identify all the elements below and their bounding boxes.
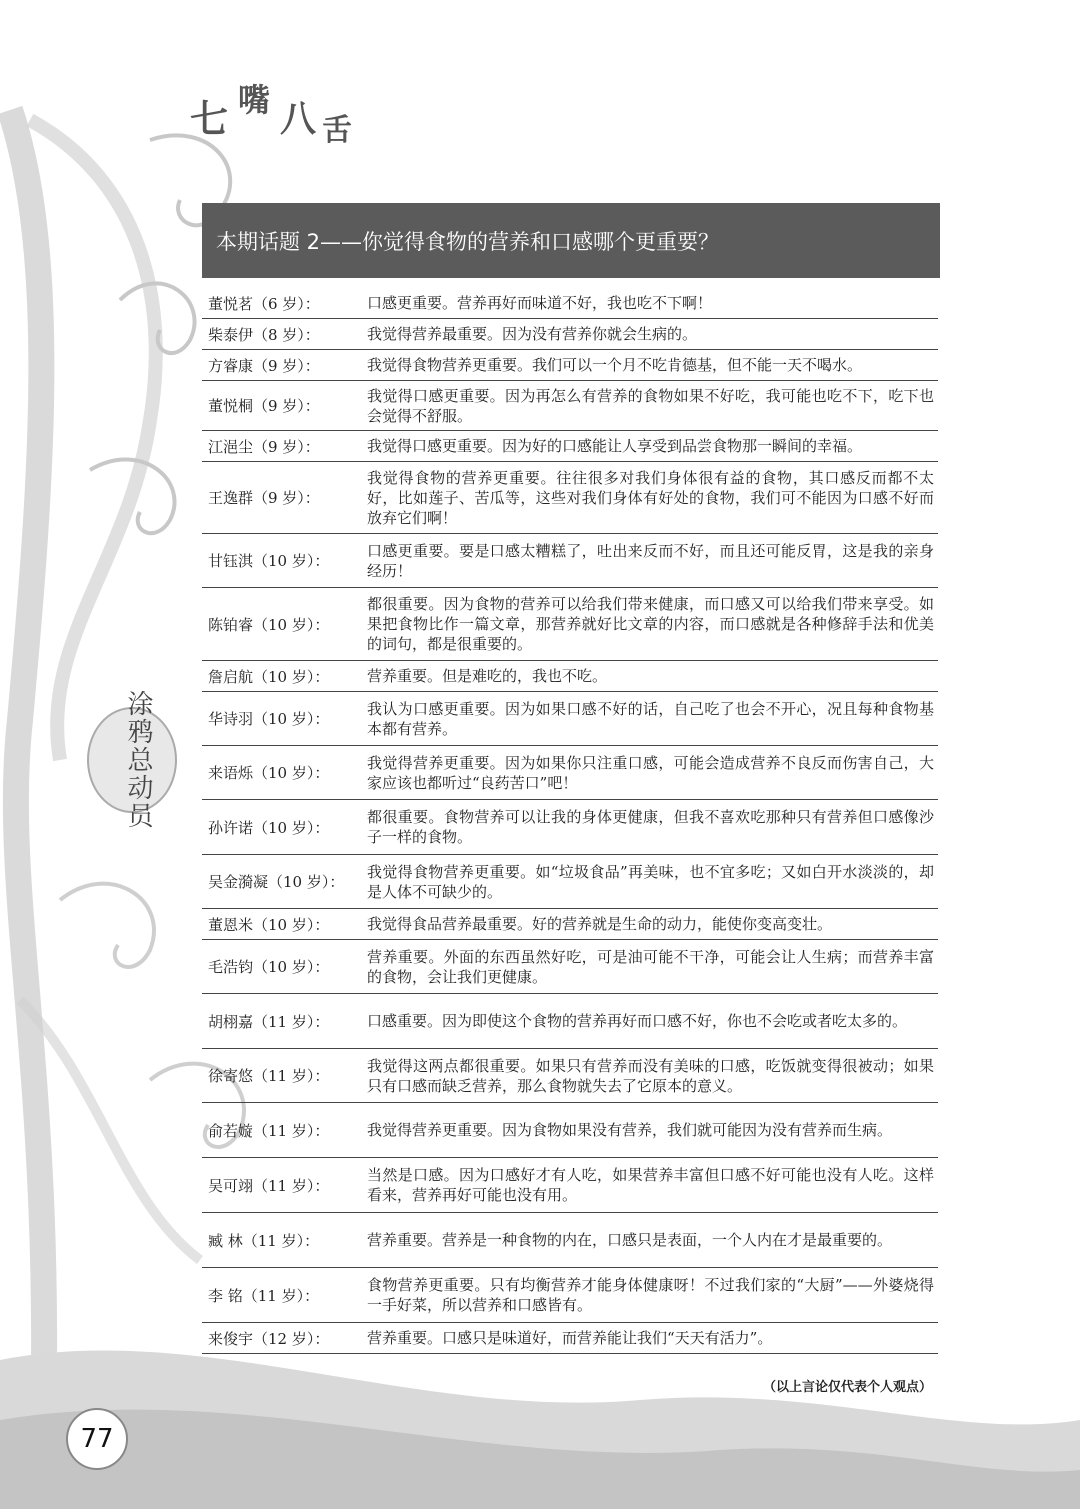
speaker-opinion: 口感重要。因为即使这个食物的营养再好而口感不好，你也不会吃或者吃太多的。	[367, 1012, 908, 1030]
speaker-name: 臧 林（11 岁）：	[208, 1231, 320, 1250]
speaker-name: 甘钰淇（10 岁）：	[208, 552, 330, 570]
table-row	[202, 1323, 938, 1354]
speaker-name: 詹启航（10 岁）：	[208, 667, 330, 686]
table-row	[202, 994, 938, 1049]
speaker-opinion: 我觉得这两点都很重要。如果只有营养而没有美味的口感，吃饭就变得很被动；如果只有口感而缺乏营养，那么食物就失去了它原本的意义。	[367, 1056, 934, 1095]
table-row	[202, 1049, 938, 1103]
speaker-name: 李 铭（11 岁）：	[208, 1286, 320, 1305]
table-row	[202, 534, 938, 588]
speaker-opinion: 我觉得营养更重要。因为食物如果没有营养，我们就可能因为没有营养而生病。	[367, 1121, 893, 1139]
speaker-opinion: 营养重要。外面的东西虽然好吃，可是油可能不干净，可能会让人生病；而营养丰富的食物，会让我们更健康。	[367, 947, 934, 986]
table-row	[202, 350, 938, 381]
speaker-opinion: 我觉得营养最重要。因为没有营养你就会生病的。	[367, 325, 698, 343]
page-number: 77	[66, 1408, 128, 1470]
speaker-opinion: 我认为口感更重要。因为如果口感不好的话，自己吃了也会不开心，况且每种食物基本都有营养。	[367, 699, 934, 738]
table-row	[202, 288, 938, 319]
topic-heading: 本期话题 2——你觉得食物的营养和口感哪个更重要？	[202, 203, 940, 278]
speaker-name: 华诗羽（10 岁）：	[208, 710, 330, 728]
table-row	[202, 1158, 938, 1213]
speaker-name: 俞若嫙（11 岁）：	[208, 1121, 330, 1140]
table-row	[202, 1213, 938, 1268]
speaker-name: 孙许诺（10 岁）：	[208, 818, 330, 837]
speaker-opinion: 我觉得食物营养更重要。如“垃圾食品”再美味，也不宜多吃；又如白开水淡淡的，却是人体不可缺少的。	[367, 862, 934, 901]
speaker-opinion: 我觉得口感更重要。因为再怎么有营养的食物如果不好吃，我可能也吃不下，吃下也会觉得不舒服。	[367, 386, 934, 425]
disclaimer-note: （以上言论仅代表个人观点）	[762, 1380, 932, 1395]
speaker-name: 江浥尘（9 岁）：	[208, 437, 320, 456]
speaker-name: 董悦茗（6 岁）：	[208, 294, 320, 313]
side-label: 涂鸦总动员	[123, 690, 153, 830]
section-title-char-2: 嘴	[238, 81, 271, 119]
section-title-char-3: 八	[280, 99, 317, 140]
speaker-name: 来语烁（10 岁）：	[208, 764, 330, 782]
speaker-name: 毛浩钧（10 岁）：	[208, 958, 330, 976]
speaker-name: 徐寄悠（11 岁）：	[208, 1067, 330, 1085]
speaker-opinion: 我觉得营养更重要。因为如果你只注重口感，可能会造成营养不良反而伤害自己，大家应该也都听过“良药苦口”吧！	[367, 753, 934, 792]
speaker-opinion: 食物营养更重要。只有均衡营养才能身体健康呀！不过我们家的“大厨”——外婆烧得一手好菜，所以营养和口感皆有。	[367, 1276, 934, 1314]
speaker-opinion: 我觉得食物营养更重要。我们可以一个月不吃肯德基，但不能一天不喝水。	[367, 356, 863, 374]
table-row	[202, 462, 938, 534]
speaker-opinion: 营养重要。但是难吃的，我也不吃。	[367, 667, 608, 685]
speaker-opinion: 营养重要。口感只是味道好，而营养能让我们“天天有活力”。	[367, 1329, 773, 1347]
table-row	[202, 800, 938, 855]
speaker-opinion: 我觉得口感更重要。因为好的口感能让人享受到品尝食物那一瞬间的幸福。	[367, 437, 863, 455]
opinion-table	[202, 288, 938, 1354]
table-row	[202, 692, 938, 746]
table-row	[202, 909, 938, 940]
table-row	[202, 588, 938, 661]
table-row	[202, 1268, 938, 1323]
table-row	[202, 319, 938, 350]
speaker-name: 胡栩嘉（11 岁）：	[208, 1012, 330, 1031]
speaker-name: 陈铂睿（10 岁）：	[208, 615, 330, 634]
table-row	[202, 661, 938, 692]
table-row	[202, 855, 938, 909]
speaker-opinion: 口感更重要。要是口感太糟糕了，吐出来反而不好，而且还可能反胃，这是我的亲身经历！	[367, 541, 934, 580]
speaker-name: 董恩米（10 岁）：	[208, 915, 330, 934]
table-row	[202, 381, 938, 431]
table-row	[202, 431, 938, 462]
speaker-name: 方睿康（9 岁）：	[208, 356, 320, 375]
section-title-char-4: 舌	[322, 113, 352, 148]
speaker-name: 柴泰伊（8 岁）：	[208, 325, 320, 344]
speaker-opinion: 营养重要。营养是一种食物的内在，口感只是表面，一个人内在才是最重要的。	[367, 1231, 893, 1249]
speaker-name: 来俊宇（12 岁）：	[208, 1329, 330, 1348]
speaker-opinion: 我觉得食品营养最重要。好的营养就是生命的动力，能使你变高变壮。	[367, 915, 833, 933]
table-row	[202, 940, 938, 994]
speaker-name: 吴可翊（11 岁）：	[208, 1176, 330, 1195]
speaker-opinion: 都很重要。因为食物的营养可以给我们带来健康，而口感又可以给我们带来享受。如果把食物比作一篇文章，那营养就好比文章的内容，而口感就是各种修辞手法和优美的词句，都是很重要的。	[367, 595, 934, 653]
section-title	[190, 81, 390, 154]
speaker-name: 王逸群（9 岁）：	[208, 489, 320, 507]
speaker-opinion: 口感更重要。营养再好而味道不好，我也吃不下啊！	[367, 294, 713, 312]
speaker-opinion: 都很重要。食物营养可以让我的身体更健康，但我不喜欢吃那种只有营养但口感像沙子一样的食物。	[367, 808, 934, 846]
speaker-opinion: 我觉得食物的营养更重要。往往很多对我们身体很有益的食物，其口感反而都不太好，比如莲子、苦瓜等，这些对我们身体有好处的食物，我们可不能因为口感不好而放弃它们啊！	[367, 468, 934, 527]
section-title-char-1: 七	[190, 97, 229, 141]
speaker-name: 董悦桐（9 岁）：	[208, 397, 320, 415]
table-row	[202, 1103, 938, 1158]
table-row	[202, 746, 938, 800]
speaker-opinion: 当然是口感。因为口感好才有人吃，如果营养丰富但口感不好可能也没有人吃。这样看来，营养再好可能也没有用。	[367, 1166, 934, 1204]
speaker-name: 吴金漪凝（10 岁）：	[208, 873, 345, 891]
